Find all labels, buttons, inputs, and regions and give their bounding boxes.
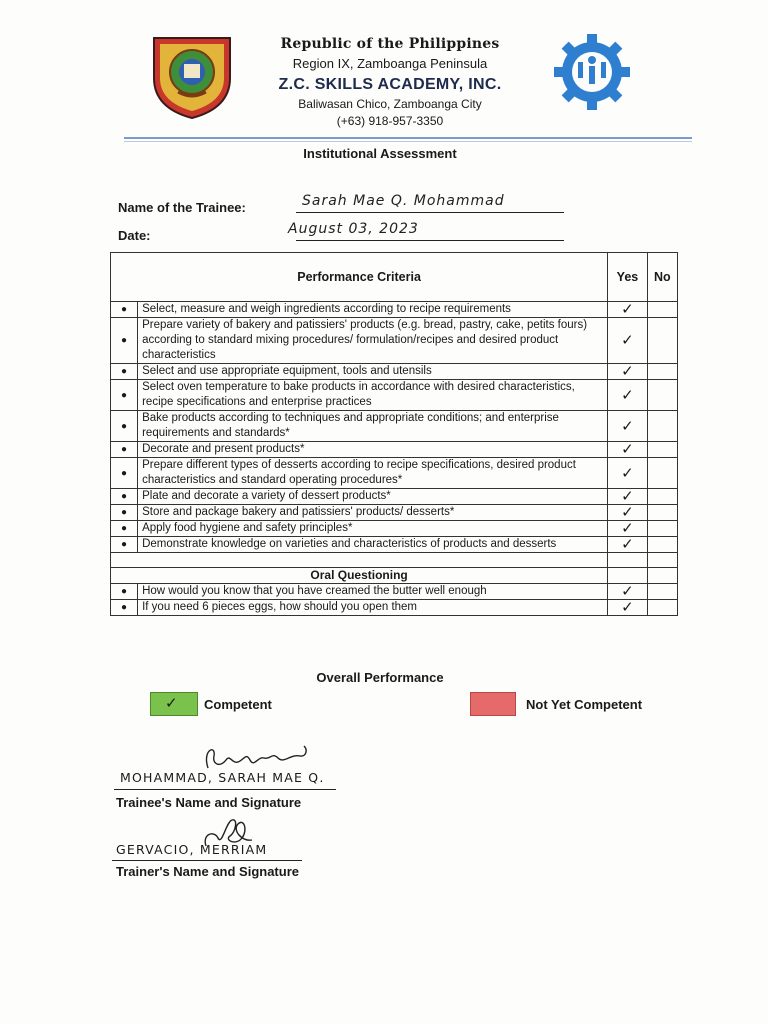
blank-row [111, 553, 678, 568]
no-cell [647, 318, 677, 364]
criteria-row [111, 458, 678, 489]
no-cell [647, 302, 677, 318]
check-icon: ✓ [621, 440, 634, 458]
no-cell [647, 489, 677, 505]
trainer-printed-name: GERVACIO, MERRIAM [116, 842, 268, 857]
criteria-text: Store and package bakery and patissiers' products/ desserts* [138, 505, 608, 521]
yes-cell [608, 537, 648, 553]
trainee-printed-name: MOHAMMAD, SARAH MAE Q. [120, 770, 325, 785]
criteria-text: Demonstrate knowledge on varieties and characteristics of products and desserts [138, 537, 608, 553]
yes-cell [608, 442, 648, 458]
criteria-text: Bake products according to techniques and appropriate conditions; and enterprise requirements and standards* [138, 411, 608, 442]
academy-seal-logo [148, 30, 236, 120]
criteria-text: Decorate and present products* [138, 442, 608, 458]
criteria-text: Select and use appropriate equipment, tools and utensils [138, 364, 608, 380]
blank-cell [111, 553, 608, 568]
date-label: Date: [118, 228, 151, 243]
trainer-signature-caption: Trainer's Name and Signature [116, 864, 299, 879]
no-cell [647, 600, 677, 616]
oral-questioning-heading: Oral Questioning [111, 568, 608, 584]
criteria-row [111, 442, 678, 458]
no-cell [647, 411, 677, 442]
criteria-text: Prepare variety of bakery and patissiers' products (e.g. bread, pastry, cake, petits fours) according to standard mixing procedures/ formulation/recipes and desired product characteristics [138, 318, 608, 364]
criteria-row [111, 489, 678, 505]
bullet-icon: ● [111, 442, 138, 458]
oral-heading-row [111, 568, 678, 584]
oral-question-row [111, 600, 678, 616]
criteria-row [111, 380, 678, 411]
bullet-icon: ● [111, 364, 138, 380]
check-icon: ✓ [165, 694, 178, 712]
criteria-row [111, 521, 678, 537]
oral-question-row [111, 584, 678, 600]
trainee-signature-caption: Trainee's Name and Signature [116, 795, 302, 810]
tesda-gear-logo [552, 32, 632, 112]
yes-cell [608, 600, 648, 616]
no-cell [647, 505, 677, 521]
criteria-row [111, 302, 678, 318]
trainee-name-line [296, 212, 564, 213]
criteria-row [111, 537, 678, 553]
competent-label: Competent [204, 697, 272, 712]
criteria-row [111, 505, 678, 521]
yes-header: Yes [608, 253, 648, 302]
check-icon: ✓ [621, 535, 634, 553]
check-icon: ✓ [621, 331, 634, 349]
bullet-icon: ● [111, 505, 138, 521]
header-divider-thin [124, 141, 692, 142]
no-cell [647, 364, 677, 380]
criteria-text: Select, measure and weigh ingredients according to recipe requirements [138, 302, 608, 318]
performance-criteria-table [110, 252, 678, 616]
trainer-signature-line [112, 860, 302, 861]
oral-question-text: If you need 6 pieces eggs, how should you open them [138, 600, 608, 616]
trainee-name-value: Sarah Mae Q. Mohammad [302, 193, 505, 209]
check-icon: ✓ [621, 416, 634, 435]
yes-cell [608, 458, 648, 489]
criteria-header: Performance Criteria [111, 253, 608, 302]
no-cell [647, 380, 677, 411]
republic-heading: Republic of the Philippines [280, 36, 500, 52]
bullet-icon: ● [111, 318, 138, 364]
blank-cell [647, 553, 677, 568]
criteria-row [111, 364, 678, 380]
check-icon: ✓ [621, 582, 634, 600]
check-icon: ✓ [621, 300, 634, 318]
bullet-icon: ● [111, 380, 138, 411]
check-icon: ✓ [621, 598, 634, 616]
academy-address: Baliwasan Chico, Zamboanga City [298, 97, 482, 111]
criteria-body [111, 302, 678, 616]
bullet-icon: ● [111, 489, 138, 505]
date-line [296, 240, 564, 241]
no-header: No [647, 253, 677, 302]
blank-cell [608, 553, 648, 568]
no-cell [647, 521, 677, 537]
criteria-row [111, 411, 678, 442]
criteria-row [111, 318, 678, 364]
bullet-icon: ● [111, 537, 138, 553]
criteria-text: Prepare different types of desserts according to recipe specifications, desired product characteristics and standard operating procedures* [138, 458, 608, 489]
bullet-icon: ● [111, 521, 138, 537]
yes-cell [608, 364, 648, 380]
academy-phone: (+63) 918-957-3350 [336, 114, 444, 128]
no-cell [647, 584, 677, 600]
bullet-icon: ● [111, 584, 138, 600]
header-divider [124, 137, 692, 139]
not-yet-competent-label: Not Yet Competent [526, 697, 643, 712]
trainee-signature-line [114, 789, 336, 790]
competent-box [150, 692, 198, 716]
yes-cell [608, 380, 648, 411]
criteria-text: Plate and decorate a variety of dessert products* [138, 489, 608, 505]
check-icon: ✓ [621, 487, 634, 505]
date-value: August 03, 2023 [288, 221, 419, 237]
check-icon: ✓ [621, 362, 634, 380]
bullet-icon: ● [111, 600, 138, 616]
check-icon: ✓ [621, 463, 634, 482]
academy-name: Z.C. SKILLS ACADEMY, INC. [278, 76, 502, 93]
check-icon: ✓ [621, 519, 634, 537]
bullet-icon: ● [111, 302, 138, 318]
criteria-text: Select oven temperature to bake products in accordance with desired characteristics, recipe specifications and enterprise practices [138, 380, 608, 411]
yes-cell [608, 318, 648, 364]
yes-cell [608, 302, 648, 318]
blank-cell [647, 568, 677, 584]
criteria-text: Apply food hygiene and safety principles* [138, 521, 608, 537]
not-yet-competent-box [470, 692, 516, 716]
bullet-icon: ● [111, 458, 138, 489]
yes-cell [608, 411, 648, 442]
region-text: Region IX, Zamboanga Peninsula [292, 56, 488, 71]
bullet-icon: ● [111, 411, 138, 442]
overall-performance-heading: Overall Performance [316, 670, 444, 685]
page-title: Institutional Assessment [303, 146, 457, 161]
table-header-row [111, 253, 678, 302]
oral-question-text: How would you know that you have creamed the butter well enough [138, 584, 608, 600]
no-cell [647, 458, 677, 489]
check-icon: ✓ [621, 503, 634, 521]
no-cell [647, 537, 677, 553]
no-cell [647, 442, 677, 458]
trainee-name-label: Name of the Trainee: [118, 200, 246, 215]
check-icon: ✓ [621, 385, 634, 404]
